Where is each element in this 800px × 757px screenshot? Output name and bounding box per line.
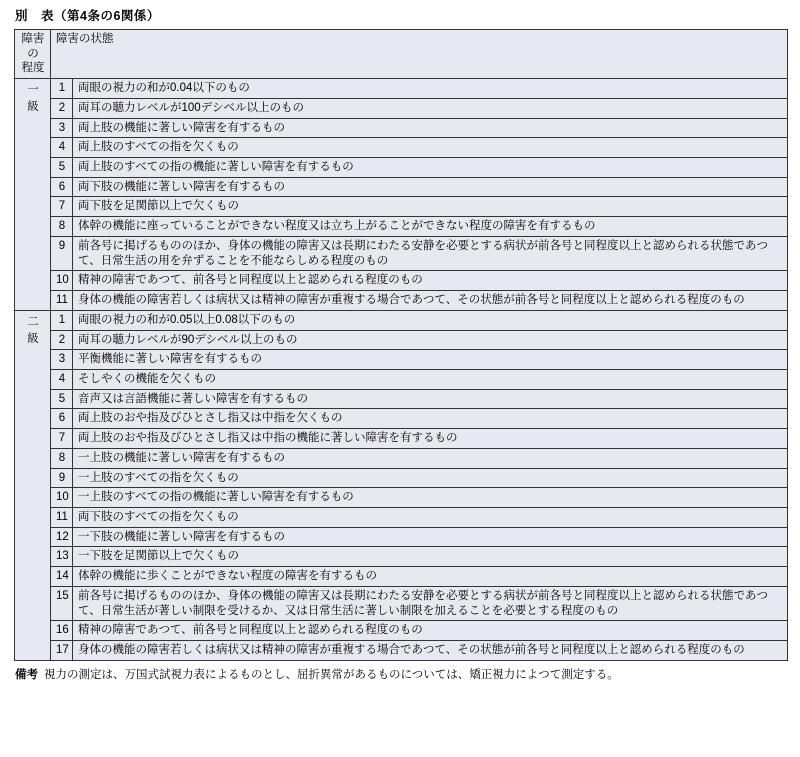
- table-row: [15, 79, 788, 99]
- table-row: [15, 350, 788, 370]
- table-row: [15, 527, 788, 547]
- row-text: 身体の機能の障害若しくは病状又は精神の障害が重複する場合であつて、その状態が前各号と同程度以上と認められる程度のもの: [73, 641, 788, 661]
- row-text: 一下肢を足関節以上で欠くもの: [73, 547, 788, 567]
- row-text: 前各号に掲げるもののほか、身体の機能の障害又は長期にわたる安静を必要とする病状が前各号と同程度以上と認められる状態であつて、日常生活の用を弁ずることを不能ならしめる程度のもの: [73, 236, 788, 270]
- row-text: 一上肢のすべての指を欠くもの: [73, 468, 788, 488]
- table-row: [15, 468, 788, 488]
- header-grade-line1: 障害の: [21, 33, 45, 60]
- row-number: 17: [51, 641, 73, 661]
- grade-char-1b: 級: [27, 100, 39, 113]
- table-row: [15, 547, 788, 567]
- row-text: 音声又は言語機能に著しい障害を有するもの: [73, 389, 788, 409]
- row-text: 両上肢の機能に著しい障害を有するもの: [73, 118, 788, 138]
- note-text: 視力の測定は、万国式試視力表によるものとし、屈折異常があるものについては、矯正視力によつて測定する。: [44, 668, 619, 681]
- table-row: [15, 98, 788, 118]
- table-row: [15, 488, 788, 508]
- row-number: 10: [51, 271, 73, 291]
- table-row: [15, 369, 788, 389]
- row-number: 7: [51, 429, 73, 449]
- row-number: 14: [51, 567, 73, 587]
- row-number: 1: [51, 310, 73, 330]
- row-number: 8: [51, 448, 73, 468]
- row-text: 両耳の聴力レベルが100デシベル以上のもの: [73, 98, 788, 118]
- table-row: [15, 586, 788, 620]
- grade-char-1a: 一: [27, 84, 39, 97]
- grade-cell-2: [15, 310, 51, 660]
- row-text: 両下肢のすべての指を欠くもの: [73, 507, 788, 527]
- table-row: [15, 217, 788, 237]
- row-number: 13: [51, 547, 73, 567]
- row-number: 4: [51, 369, 73, 389]
- table-row: [15, 409, 788, 429]
- header-state: 障害の状態: [51, 30, 788, 79]
- row-text: 両眼の視力の和が0.05以上0.08以下のもの: [73, 310, 788, 330]
- row-number: 2: [51, 330, 73, 350]
- row-number: 3: [51, 118, 73, 138]
- row-number: 6: [51, 409, 73, 429]
- disability-grade-table: [14, 29, 788, 661]
- row-text: 両下肢の機能に著しい障害を有するもの: [73, 177, 788, 197]
- grade-char-2b: 級: [27, 332, 39, 345]
- row-number: 9: [51, 468, 73, 488]
- table-row: [15, 271, 788, 291]
- row-number: 5: [51, 158, 73, 178]
- table-row: [15, 310, 788, 330]
- row-text: 体幹の機能に座っていることができない程度又は立ち上がることができない程度の障害を有するもの: [73, 217, 788, 237]
- table-row: [15, 158, 788, 178]
- row-text: 一下肢の機能に著しい障害を有するもの: [73, 527, 788, 547]
- row-number: 4: [51, 138, 73, 158]
- table-row: [15, 429, 788, 449]
- table-row: [15, 236, 788, 270]
- row-number: 5: [51, 389, 73, 409]
- page-title: 別 表（第4条の6関係）: [15, 9, 160, 23]
- row-number: 1: [51, 79, 73, 99]
- row-number: 15: [51, 586, 73, 620]
- note-label: 備考: [15, 668, 38, 681]
- row-text: 精神の障害であつて、前各号と同程度以上と認められる程度のもの: [73, 271, 788, 291]
- row-number: 9: [51, 236, 73, 270]
- table-row: [15, 118, 788, 138]
- row-text: 両下肢を足関節以上で欠くもの: [73, 197, 788, 217]
- row-text: 両耳の聴力レベルが90デシベル以上のもの: [73, 330, 788, 350]
- row-text: 身体の機能の障害若しくは病状又は精神の障害が重複する場合であつて、その状態が前各号と同程度以上と認められる程度のもの: [73, 291, 788, 311]
- row-number: 16: [51, 621, 73, 641]
- table-row: [15, 567, 788, 587]
- table-body: [15, 30, 788, 661]
- row-number: 11: [51, 291, 73, 311]
- row-number: 7: [51, 197, 73, 217]
- row-text: 両上肢のすべての指を欠くもの: [73, 138, 788, 158]
- table-row: [15, 291, 788, 311]
- table-header-row: [15, 30, 788, 79]
- table-row: [15, 138, 788, 158]
- row-number: 3: [51, 350, 73, 370]
- row-number: 10: [51, 488, 73, 508]
- table-row: [15, 641, 788, 661]
- row-number: 6: [51, 177, 73, 197]
- header-grade: [15, 30, 51, 79]
- table-row: [15, 197, 788, 217]
- grade-cell-1: [15, 79, 51, 311]
- row-text: 一上肢の機能に著しい障害を有するもの: [73, 448, 788, 468]
- table-row: [15, 507, 788, 527]
- row-text: 両眼の視力の和が0.04以下のもの: [73, 79, 788, 99]
- row-text: 両上肢のすべての指の機能に著しい障害を有するもの: [73, 158, 788, 178]
- row-number: 11: [51, 507, 73, 527]
- row-number: 12: [51, 527, 73, 547]
- row-text: 両上肢のおや指及びひとさし指又は中指を欠くもの: [73, 409, 788, 429]
- row-text: 前各号に掲げるもののほか、身体の機能の障害又は長期にわたる安静を必要とする病状が前各号と同程度以上と認められる状態であつて、日常生活が著しい制限を受けるか、又は日常生活に著しい制限を加えることを必要とする程度のもの: [73, 586, 788, 620]
- row-text: 両上肢のおや指及びひとさし指又は中指の機能に著しい障害を有するもの: [73, 429, 788, 449]
- table-row: [15, 621, 788, 641]
- row-text: 平衡機能に著しい障害を有するもの: [73, 350, 788, 370]
- row-text: そしやくの機能を欠くもの: [73, 369, 788, 389]
- row-text: 精神の障害であつて、前各号と同程度以上と認められる程度のもの: [73, 621, 788, 641]
- header-grade-line2: 程度: [21, 62, 45, 75]
- table-row: [15, 330, 788, 350]
- row-number: 2: [51, 98, 73, 118]
- row-text: 体幹の機能に歩くことができない程度の障害を有するもの: [73, 567, 788, 587]
- row-number: 8: [51, 217, 73, 237]
- row-text: 一上肢のすべての指の機能に著しい障害を有するもの: [73, 488, 788, 508]
- table-row: [15, 448, 788, 468]
- table-row: [15, 177, 788, 197]
- note: [14, 668, 790, 683]
- grade-char-2a: 二: [27, 315, 39, 328]
- table-row: [15, 389, 788, 409]
